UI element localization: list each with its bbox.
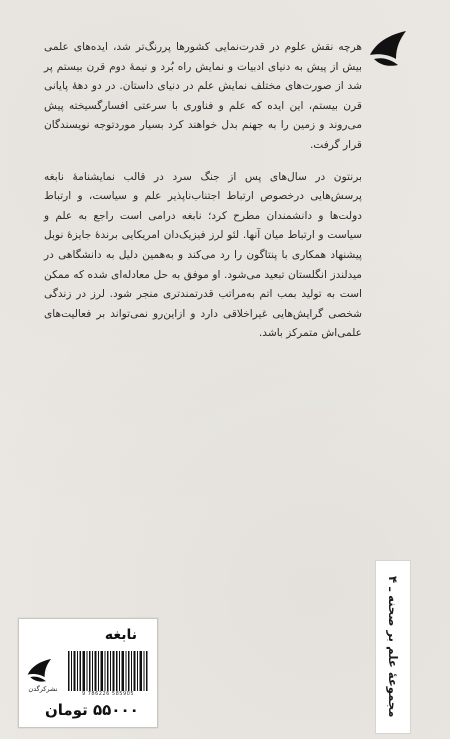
barcode-number: 9 786226 585905: [81, 691, 135, 697]
paragraph-2: برنتون در سال‌های پس از جنگ سرد در قالب نمایشنامهٔ نابغه پرسش‌هایی درخصوص ارتباط اجتناب‌ناپذیر علم و سیاست، و ارتباط دولت‌ها و دانشمندان مطرح کرد؛ نابغه درامی است راجع به علم و سیاست و ارتباط میان آنها. لئو لرز فیزیک‌دان امریکایی برندهٔ جایزهٔ نوبل پیشنهاد همکاری با پنتاگون را رد می‌کند و به‌همین دلیل به دانشگاهی در میدلندز انگلستان تبعید می‌شود. او موفق به حل معادله‌ای شده که ممکن است به تولید بمب اتم به‌مراتب قدرتمندتری منجر شود. لرز در زندگی شخصی گرایش‌هایی غیراخلاقی دارد و ازاین‌رو نمی‌تواند بر فعالیت‌های علمی‌اش متمرکز باشد.: [44, 170, 362, 340]
series-label: مجموعهٔ علم بر صحنه ـ ۴: [386, 576, 400, 718]
description-text: [44, 38, 362, 356]
price-sticker: [18, 618, 158, 728]
book-title: نابغه: [104, 627, 137, 643]
price: ۵۵۰۰۰ تومان: [45, 701, 139, 719]
barcode-icon: [67, 651, 149, 691]
publisher-name: نشرکرگدن: [28, 685, 58, 693]
series-label-strip: [375, 560, 411, 734]
rhino-publisher-logo-icon: [366, 25, 412, 71]
paragraph-1: هرچه نقش علوم در قدرت‌نمایی کشورها پررنگ‌تر شد، ایده‌های علمی بیش از پیش به دنیای ادبیات و نمایش راه بُرد و نیمهٔ دوم قرن بیستم پر شد از صورت‌های مختلف نمایش علم در دنیای داستان. در دو دههٔ پایانی قرن بیستم، این ایده که علم و فناوری با سرعتی افسارگسیخته پیش می‌روند و زمین را به جهنم بدل خواهند کرد بسیار موردتوجه نویسندگان قرار گرفت.: [44, 41, 362, 151]
rhino-publisher-logo-icon: [25, 655, 55, 685]
